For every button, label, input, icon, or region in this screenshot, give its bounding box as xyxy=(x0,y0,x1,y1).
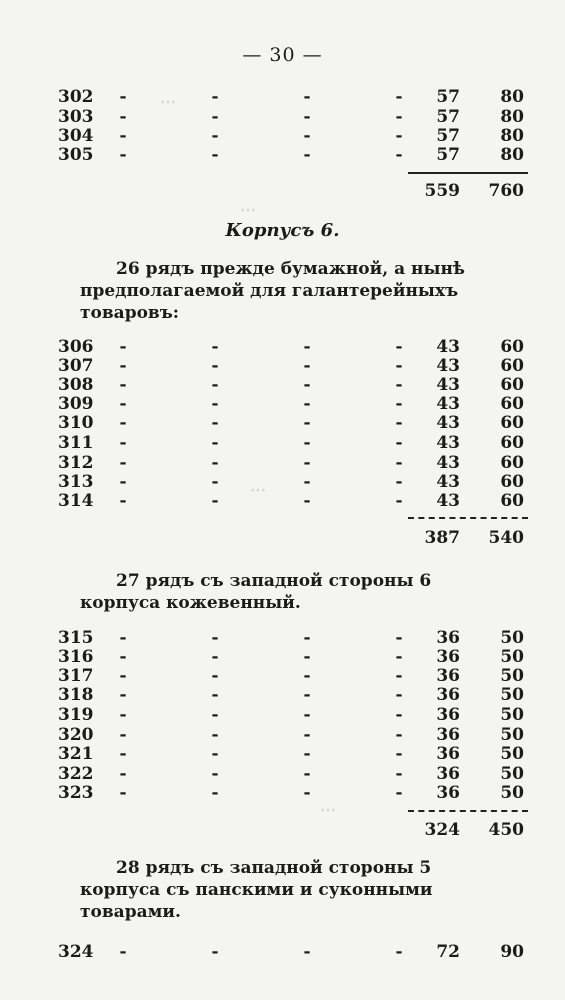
dash: - xyxy=(303,145,311,165)
dash: - xyxy=(211,725,219,745)
value-2: 80 xyxy=(500,87,524,107)
dash: - xyxy=(303,685,311,705)
subtotal-1: 324 xyxy=(424,820,460,840)
dash: - xyxy=(395,145,403,165)
dash: - xyxy=(119,337,127,357)
value-2: 50 xyxy=(500,744,524,764)
value-1: 43 xyxy=(436,472,460,492)
dash: - xyxy=(119,685,127,705)
stall-number: 311 xyxy=(58,433,94,453)
stall-number: 310 xyxy=(58,413,94,433)
paragraph-line: 27 рядъ съ западной стороны 6 xyxy=(116,571,432,591)
paragraph-row-28 xyxy=(80,857,433,923)
dash: - xyxy=(395,628,403,648)
dash: - xyxy=(303,783,311,803)
value-1: 57 xyxy=(436,87,460,107)
value-2: 50 xyxy=(500,628,524,648)
dash: - xyxy=(119,394,127,414)
value-1: 36 xyxy=(436,685,460,705)
value-2: 50 xyxy=(500,685,524,705)
subtotal-2: 760 xyxy=(488,181,524,201)
stall-number: 323 xyxy=(58,783,94,803)
dash: - xyxy=(303,337,311,357)
dash: - xyxy=(303,413,311,433)
value-1: 36 xyxy=(436,628,460,648)
table-row xyxy=(0,685,565,705)
value-1: 36 xyxy=(436,647,460,667)
table-row xyxy=(0,413,565,433)
subtotal-row xyxy=(0,180,565,202)
dash: - xyxy=(211,942,219,962)
dash: - xyxy=(211,744,219,764)
value-1: 57 xyxy=(436,107,460,127)
dash: - xyxy=(395,337,403,357)
dash: - xyxy=(119,705,127,725)
dash: - xyxy=(211,375,219,395)
dash: - xyxy=(303,666,311,686)
dash: - xyxy=(395,87,403,107)
dash: - xyxy=(119,725,127,745)
value-1: 36 xyxy=(436,764,460,784)
subtotal-row xyxy=(0,819,565,841)
dash: - xyxy=(119,413,127,433)
dash: - xyxy=(119,107,127,127)
dash: - xyxy=(395,647,403,667)
stall-number: 305 xyxy=(58,145,94,165)
dash: - xyxy=(119,472,127,492)
paragraph-line: корпуса кожевенный. xyxy=(80,593,301,613)
value-1: 43 xyxy=(436,491,460,511)
value-2: 80 xyxy=(500,107,524,127)
dash: - xyxy=(119,433,127,453)
dash: - xyxy=(211,433,219,453)
dash: - xyxy=(211,472,219,492)
value-1: 43 xyxy=(436,413,460,433)
dash: - xyxy=(303,126,311,146)
table-row xyxy=(0,337,565,357)
value-2: 60 xyxy=(500,356,524,376)
dash: - xyxy=(211,705,219,725)
stall-number: 304 xyxy=(58,126,94,146)
table-row xyxy=(0,472,565,492)
table-row xyxy=(0,356,565,376)
stall-number: 308 xyxy=(58,375,94,395)
dash: - xyxy=(119,356,127,376)
dash: - xyxy=(395,126,403,146)
value-2: 50 xyxy=(500,725,524,745)
dash: - xyxy=(119,453,127,473)
table-row xyxy=(0,942,565,962)
dash: - xyxy=(211,453,219,473)
dash: - xyxy=(395,666,403,686)
stall-number: 306 xyxy=(58,337,94,357)
value-1: 36 xyxy=(436,725,460,745)
dash: - xyxy=(303,433,311,453)
dash: - xyxy=(395,725,403,745)
value-2: 50 xyxy=(500,666,524,686)
stall-number: 322 xyxy=(58,764,94,784)
table-row xyxy=(0,107,565,127)
dash: - xyxy=(211,685,219,705)
dash: - xyxy=(211,145,219,165)
dash: - xyxy=(395,705,403,725)
dash: - xyxy=(303,472,311,492)
value-1: 36 xyxy=(436,783,460,803)
dash: - xyxy=(303,394,311,414)
section-heading: Корпусъ 6. xyxy=(225,220,340,241)
dash: - xyxy=(303,764,311,784)
stall-number: 316 xyxy=(58,647,94,667)
value-2: 90 xyxy=(500,942,524,962)
stall-number: 318 xyxy=(58,685,94,705)
dash: - xyxy=(303,453,311,473)
value-1: 57 xyxy=(436,126,460,146)
dash: - xyxy=(303,647,311,667)
paragraph-line: товаровъ: xyxy=(80,303,180,323)
stall-number: 315 xyxy=(58,628,94,648)
table-row xyxy=(0,491,565,511)
dash: - xyxy=(303,87,311,107)
dash: - xyxy=(395,764,403,784)
dash: - xyxy=(119,491,127,511)
value-2: 60 xyxy=(500,337,524,357)
subtotal-2: 450 xyxy=(488,820,524,840)
dash: - xyxy=(119,764,127,784)
dash: - xyxy=(303,491,311,511)
subtotal-1: 387 xyxy=(424,528,460,548)
subtotal-row xyxy=(0,527,565,549)
paragraph-line: корпуса съ панскими и суконными xyxy=(80,880,433,900)
dash: - xyxy=(119,87,127,107)
dash: - xyxy=(211,783,219,803)
dash: - xyxy=(119,647,127,667)
sum-rule xyxy=(408,810,528,812)
value-2: 80 xyxy=(500,126,524,146)
value-2: 50 xyxy=(500,705,524,725)
value-2: 60 xyxy=(500,491,524,511)
dash: - xyxy=(395,491,403,511)
dash: - xyxy=(211,87,219,107)
table-row xyxy=(0,145,565,165)
dash: - xyxy=(303,628,311,648)
value-1: 43 xyxy=(436,433,460,453)
paragraph-line: предполагаемой для галантерейныхъ xyxy=(80,281,459,301)
dash: - xyxy=(119,375,127,395)
dash: - xyxy=(211,107,219,127)
dash: - xyxy=(303,107,311,127)
table-row xyxy=(0,453,565,473)
value-1: 43 xyxy=(436,337,460,357)
document-page: — 30 — ⋯ ⋯ ⋯ ⋯ 302 - - - - 57 80 303 - - - - 57 80 304 - - - - 57 80 305 - - - - 57 80 559 760 Корпусъ 6. 26 рядъ прежде бумажной, а нынѣ предполагаемой для галантерейныхъ товаровъ: 306 - - - - 43 60 307 - - - - 43 60 308 - - - - 43 60 309 - - - - 43 60 310 - - - - 43 60 311 - - - - 43 60 312 - - - - 43 60 313 - - - - 43 60 314 - - - - 43 60 387 540 27 рядъ съ западной стороны 6 корпуса кожевенный. 315 - - - - 36 50 316 - - - - 36 50 317 - - - - 36 50 318 - - - - 36 50 319 - - - - 36 50 320 - - - - 36 50 321 - - - - 36 50 322 - - - - 36 50 323 - - - - 36 50 324 450 28 рядъ съ западной стороны 5 корпуса съ панскими и суконными товарами. 324 - - - - 72 90 xyxy=(0,0,565,1000)
value-1: 72 xyxy=(436,942,460,962)
dash: - xyxy=(211,628,219,648)
value-1: 43 xyxy=(436,356,460,376)
dash: - xyxy=(303,744,311,764)
value-2: 50 xyxy=(500,647,524,667)
paragraph-line: 28 рядъ съ западной стороны 5 xyxy=(116,858,432,878)
dash: - xyxy=(395,433,403,453)
table-row xyxy=(0,394,565,414)
page-number: — 30 — xyxy=(242,44,323,66)
value-2: 50 xyxy=(500,764,524,784)
value-1: 43 xyxy=(436,394,460,414)
dash: - xyxy=(119,942,127,962)
table-row xyxy=(0,433,565,453)
dash: - xyxy=(395,107,403,127)
dash: - xyxy=(395,783,403,803)
value-2: 50 xyxy=(500,783,524,803)
table-row xyxy=(0,375,565,395)
table-row xyxy=(0,705,565,725)
stall-number: 320 xyxy=(58,725,94,745)
dash: - xyxy=(303,375,311,395)
table-row xyxy=(0,725,565,745)
dash: - xyxy=(303,705,311,725)
dash: - xyxy=(303,356,311,376)
stall-number: 307 xyxy=(58,356,94,376)
dash: - xyxy=(395,472,403,492)
dash: - xyxy=(303,942,311,962)
value-1: 43 xyxy=(436,453,460,473)
dash: - xyxy=(211,394,219,414)
dash: - xyxy=(211,647,219,667)
subtotal-2: 540 xyxy=(488,528,524,548)
value-2: 60 xyxy=(500,433,524,453)
value-1: 43 xyxy=(436,375,460,395)
dash: - xyxy=(119,628,127,648)
stall-number: 302 xyxy=(58,87,94,107)
sum-rule xyxy=(408,172,528,174)
dash: - xyxy=(395,413,403,433)
paragraph-line: 26 рядъ прежде бумажной, а нынѣ xyxy=(116,259,465,279)
dash: - xyxy=(119,744,127,764)
table-row xyxy=(0,126,565,146)
value-1: 36 xyxy=(436,705,460,725)
dash: - xyxy=(211,126,219,146)
value-2: 60 xyxy=(500,472,524,492)
value-2: 80 xyxy=(500,145,524,165)
table-row xyxy=(0,628,565,648)
value-2: 60 xyxy=(500,394,524,414)
table-row xyxy=(0,783,565,803)
value-1: 36 xyxy=(436,744,460,764)
dash: - xyxy=(119,145,127,165)
stall-number: 321 xyxy=(58,744,94,764)
table-row xyxy=(0,87,565,107)
paragraph-line: товарами. xyxy=(80,902,181,922)
stall-number: 319 xyxy=(58,705,94,725)
table-row xyxy=(0,764,565,784)
table-row xyxy=(0,647,565,667)
dash: - xyxy=(395,942,403,962)
paragraph-row-27 xyxy=(80,570,432,614)
dash: - xyxy=(395,744,403,764)
dash: - xyxy=(303,725,311,745)
table-row xyxy=(0,744,565,764)
dash: - xyxy=(211,491,219,511)
stall-number: 309 xyxy=(58,394,94,414)
stall-number: 303 xyxy=(58,107,94,127)
value-1: 36 xyxy=(436,666,460,686)
table-row xyxy=(0,666,565,686)
value-1: 57 xyxy=(436,145,460,165)
dash: - xyxy=(395,453,403,473)
stall-number: 324 xyxy=(58,942,94,962)
value-2: 60 xyxy=(500,453,524,473)
stall-number: 317 xyxy=(58,666,94,686)
dash: - xyxy=(211,356,219,376)
dash: - xyxy=(211,413,219,433)
stall-number: 314 xyxy=(58,491,94,511)
stall-number: 312 xyxy=(58,453,94,473)
value-2: 60 xyxy=(500,375,524,395)
value-2: 60 xyxy=(500,413,524,433)
dash: - xyxy=(395,356,403,376)
dash: - xyxy=(119,783,127,803)
dash: - xyxy=(119,126,127,146)
dash: - xyxy=(211,666,219,686)
sum-rule xyxy=(408,517,528,519)
dash: - xyxy=(211,337,219,357)
dash: - xyxy=(395,685,403,705)
subtotal-1: 559 xyxy=(424,181,460,201)
stall-number: 313 xyxy=(58,472,94,492)
dash: - xyxy=(395,375,403,395)
dash: - xyxy=(119,666,127,686)
paragraph-row-26 xyxy=(80,258,465,324)
dash: - xyxy=(395,394,403,414)
dash: - xyxy=(211,764,219,784)
